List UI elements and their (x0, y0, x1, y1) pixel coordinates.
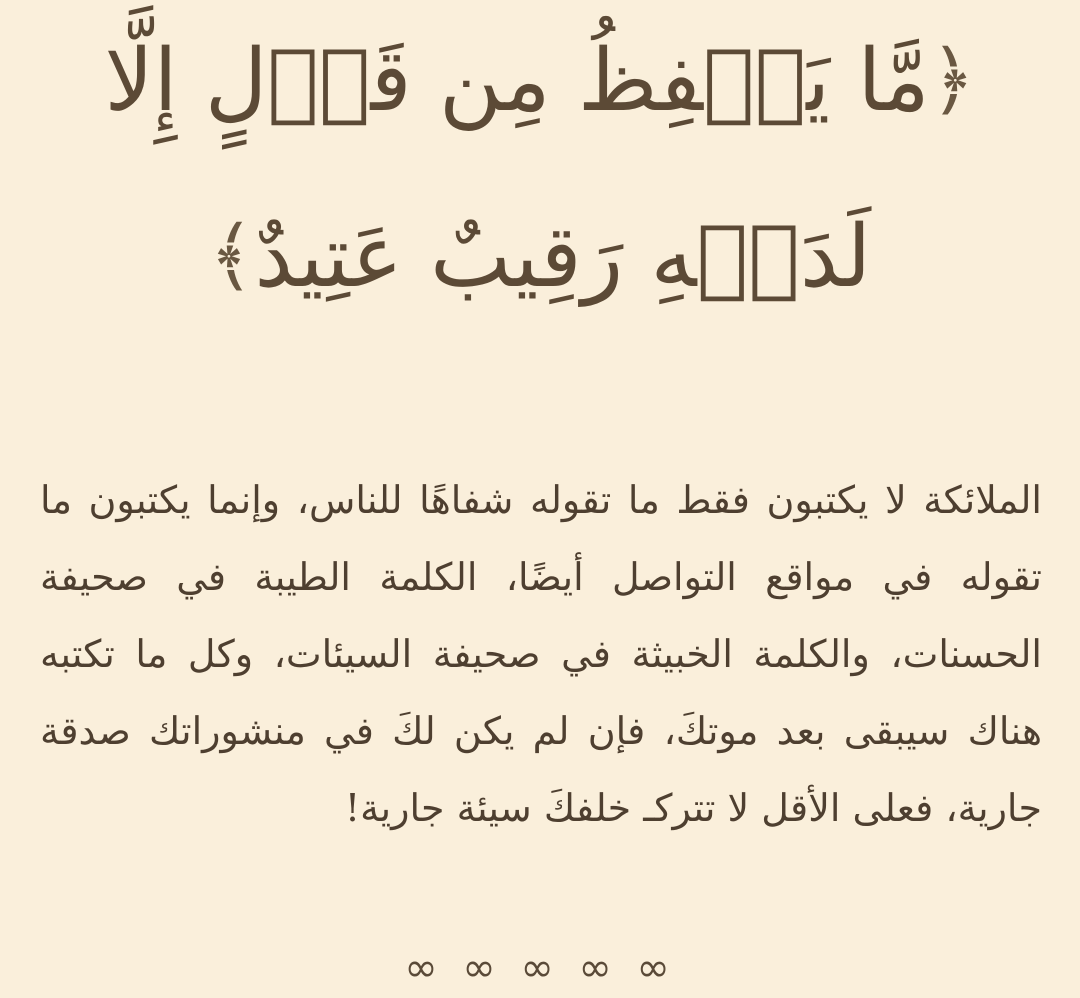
verse-line-2 (0, 207, 1080, 307)
body-paragraph: الملائكة لا يكتبون فقط ما تقوله شفاهًا للناس، وإنما يكتبون ما تقوله في مواقع التواصل أيضًا، الكلمة الطيبة في صحيفة الحسنات، والكلمة الخبيثة في صحيفة السيئات، وكل ما تكتبه هناك سيبقى بعد موتكَ، فإن لم يكن لكَ في منشوراتك صدقة جارية، فعلى الأقل لا تتركـ خلفكَ سيئة جارية! (40, 478, 1042, 830)
infinity-divider: ∞ ∞ ∞ ∞ ∞ (404, 945, 676, 991)
verse-line-1 (0, 31, 1080, 131)
verse-text-line-1: مَّا يَلۡفِظُ مِن قَوۡلٍ إِلَّا (104, 31, 930, 131)
verse-text-line-2: لَدَيۡهِ رَقِيبٌ عَتِيدٌ (254, 207, 872, 307)
verse-close-ornament: ﴾ (208, 211, 255, 301)
verse-open-ornament: ﴿ (929, 35, 976, 125)
